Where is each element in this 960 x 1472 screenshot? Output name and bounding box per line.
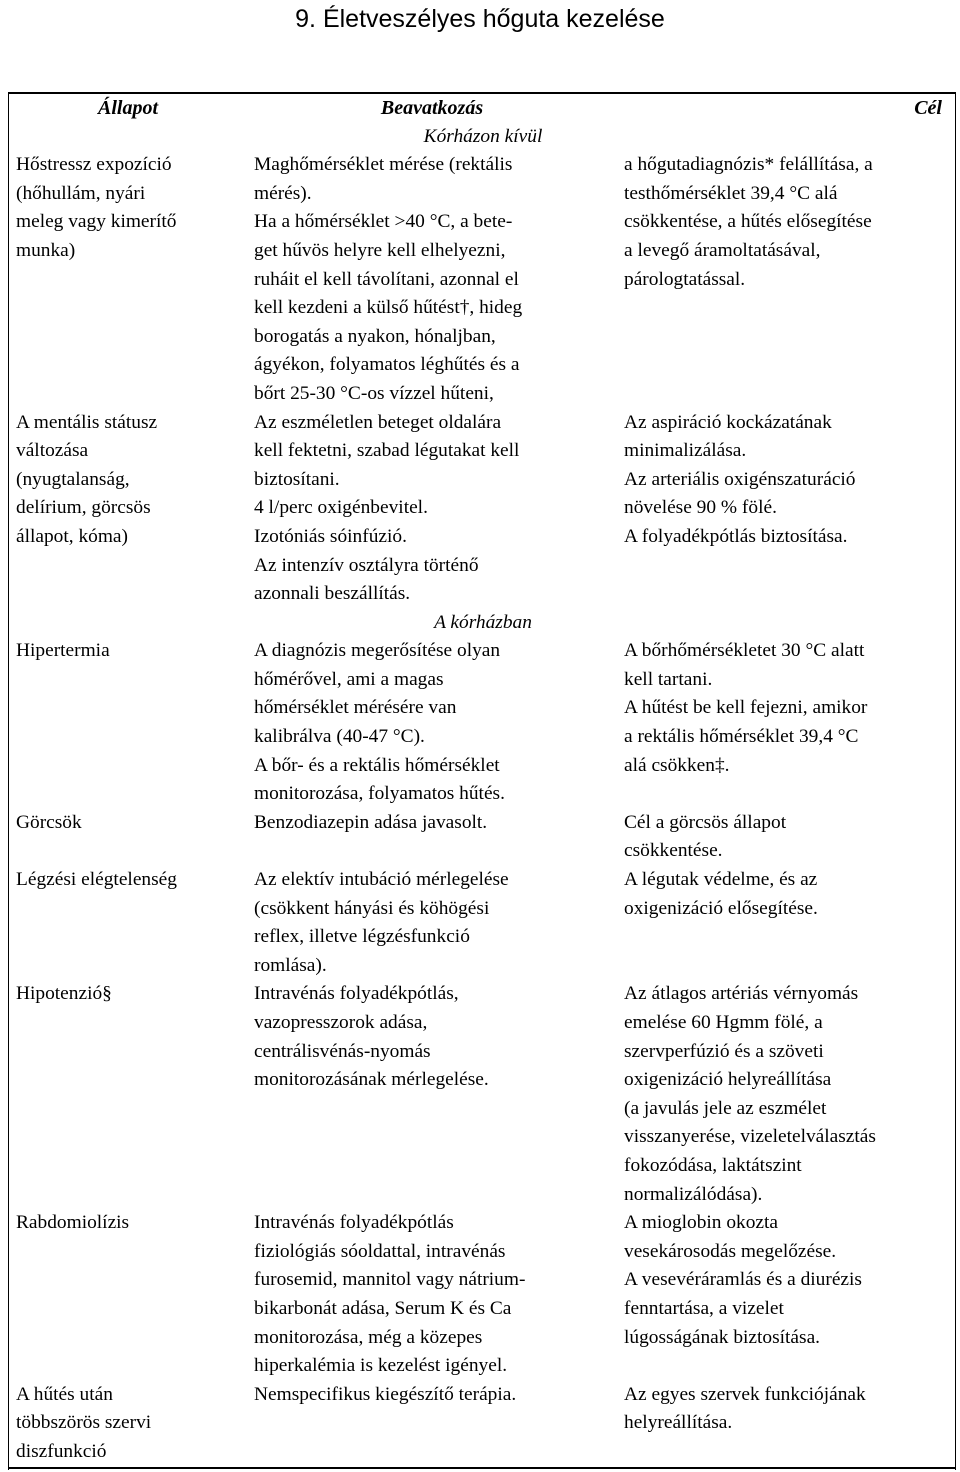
goal-cell [616,637,956,809]
intervention-cell-line: kalibrálva (40-47 °C). [254,726,425,748]
goal-cell-line: fokozódása, laktátszint [624,1154,802,1176]
goal-cell-line: lúgosságának biztosítása. [624,1326,821,1348]
heatstroke-treatment-table [8,92,956,1469]
state-cell-line: (nyugtalanság, [16,468,130,490]
state-cell-line: állapot, kóma) [16,525,128,547]
intervention-cell-line: kell kezdeni a külső hűtést†, hideg [254,297,523,319]
table-row [8,409,956,609]
state-cell [8,1209,246,1381]
intervention-cell-line: Nemspecifikus kiegészítő terápia. [254,1383,517,1405]
goal-cell-line: vesekárosodás megelőzése. [624,1240,837,1262]
goal-cell-line: szervperfúzió és a szöveti [624,1040,824,1062]
intervention-cell [246,409,616,609]
table-row [8,809,956,866]
section-row [8,609,956,638]
goal-cell-line: csökkentése. [624,840,723,862]
column-header-state: Állapot [8,93,246,123]
intervention-cell-line: romlása). [254,954,327,976]
intervention-cell-line: centrálisvénás-nyomás [254,1040,431,1062]
goal-cell-line: csökkentése, a hűtés elősegítése [624,211,872,233]
goal-cell-line: a levegő áramoltatásával, [624,239,821,261]
goal-cell-line: emelése 60 Hgmm fölé, a [624,1012,823,1033]
intervention-cell-line: hiperkalémia is kezelést igényel. [254,1355,508,1377]
goal-cell-line: Cél a görcsös állapot [624,811,787,833]
table-body [8,123,956,1468]
goal-cell-line: Az aspiráció kockázatának [624,411,832,433]
goal-cell-line: oxigenizáció elősegítése. [624,897,818,919]
goal-cell-line: Az átlagos artériás vérnyomás [624,983,859,1005]
intervention-cell [246,1209,616,1381]
table-row [8,980,956,1209]
intervention-cell [246,809,616,866]
goal-cell [616,151,956,408]
table-row [8,637,956,809]
goal-cell-line: A bőrhőmérsékletet 30 °C alatt [624,640,865,662]
intervention-cell [246,980,616,1209]
intervention-cell-line: mérés). [254,182,312,204]
intervention-cell-line: Az intenzív osztályra történő [254,554,479,576]
intervention-cell-line: 4 l/perc oxigénbevitel. [254,497,428,519]
goal-cell-line: A hűtést be kell fejezni, amikor [624,697,868,719]
intervention-cell-line: fiziológiás sóoldattal, intravénás [254,1240,506,1262]
goal-cell [616,866,956,980]
intervention-cell-line: Intravénás folyadékpótlás, [254,983,459,1005]
section-title: Kórházon kívül [423,125,543,147]
state-cell-line: Hőstressz expozíció [16,154,172,176]
state-cell-line: Légzési elégtelenség [16,869,177,891]
intervention-cell-line: ruháit el kell távolítani, azonnal el [254,268,519,290]
goal-cell-line: testhőmérséklet 39,4 °C alá [624,182,838,204]
goal-cell-line: a hőgutadiagnózis* felállítása, a [624,154,873,176]
intervention-cell-line: Az elektív intubáció mérlegelése [254,869,509,891]
intervention-cell-line: monitorozása, folyamatos hűtés. [254,783,505,805]
table-row [8,151,956,408]
intervention-cell-line: furosemid, mannitol vagy nátrium- [254,1269,526,1291]
intervention-cell [246,866,616,980]
state-cell-line: Hipotenzió§ [16,983,112,1005]
goal-cell-line: visszanyerése, vizeletelválasztás [624,1126,876,1148]
intervention-cell [246,637,616,809]
state-cell-line: A mentális státusz [16,411,158,433]
intervention-cell-line: Benzodiazepin adása javasolt. [254,811,488,833]
intervention-cell-line: monitorozásának mérlegelése. [254,1069,489,1091]
state-cell-line: Rabdomiolízis [16,1212,130,1234]
intervention-cell-line: bőrt 25-30 °C-os vízzel hűteni, [254,382,494,404]
goal-cell-line: A légutak védelme, és az [624,869,818,891]
state-cell-line: változása [16,440,89,462]
intervention-cell-line: monitorozása, még a közepes [254,1326,483,1348]
state-cell [8,866,246,980]
column-header-goal: Cél [616,93,956,123]
intervention-cell-line: Maghőmérséklet mérése (rektális [254,154,513,176]
goal-cell [616,409,956,609]
intervention-cell-line: kell fektetni, szabad légutakat kell [254,440,520,462]
state-cell-line: A hűtés után [16,1383,113,1405]
goal-cell [616,809,956,866]
intervention-cell-line: Intravénás folyadékpótlás [254,1212,454,1234]
goal-cell [616,1209,956,1381]
goal-cell-line: normalizálódása). [624,1183,763,1205]
column-header-intervention: Beavatkozás [246,93,616,123]
intervention-cell-line: get hűvös helyre kell elhelyezni, [254,239,506,261]
section-title: A kórházban [434,611,532,633]
goal-cell-line: Az egyes szervek funkciójának [624,1383,866,1405]
state-cell-line: (hőhullám, nyári [16,182,146,204]
goal-cell-line: kell tartani. [624,668,713,690]
intervention-cell-line: reflex, illetve légzésfunkció [254,926,470,948]
goal-cell-line: helyreállítása. [624,1412,733,1434]
intervention-cell-line: biztosítani. [254,468,340,490]
intervention-cell-line: (csökkent hányási és köhögési [254,897,490,919]
goal-cell [616,1381,956,1468]
goal-cell-line: minimalizálása. [624,440,747,462]
state-cell [8,637,246,809]
section-row [8,123,956,152]
table-row [8,866,956,980]
intervention-cell-line: A bőr- és a rektális hőmérséklet [254,754,500,776]
state-cell [8,151,246,408]
table-row [8,1209,956,1381]
state-cell-line: többszörös szervi [16,1412,152,1434]
goal-cell-line: (a javulás jele az eszmélet [624,1097,827,1119]
state-cell-line: diszfunkció [16,1440,107,1462]
intervention-cell-line: Ha a hőmérséklet >40 °C, a bete- [254,211,513,233]
goal-cell-line: a rektális hőmérséklet 39,4 °C [624,726,859,748]
goal-cell-line: oxigenizáció helyreállítása [624,1069,832,1091]
goal-cell-line: A folyadékpótlás biztosítása. [624,525,848,547]
intervention-cell-line: bikarbonát adása, Serum K és Ca [254,1297,512,1319]
goal-cell-line: A vesevéráramlás és a diurézis [624,1269,862,1291]
goal-cell-line: párologtatással. [624,268,746,290]
goal-cell-line: Az arteriális oxigénszaturáció [624,468,856,490]
state-cell-line: meleg vagy kimerítő [16,211,177,233]
intervention-cell-line: hőmérséklet mérésére van [254,697,457,719]
intervention-cell-line: vazopresszorok adása, [254,1012,428,1033]
intervention-cell-line: Izotóniás sóinfúzió. [254,525,407,547]
goal-cell-line: fenntartása, a vizelet [624,1297,784,1319]
intervention-cell-line: borogatás a nyakon, hónaljban, [254,325,496,347]
goal-cell [616,980,956,1209]
page-title: 9. Életveszélyes hőguta kezelése [295,5,665,33]
goal-cell-line: növelése 90 % fölé. [624,497,777,519]
intervention-cell [246,151,616,408]
table-row [8,1381,956,1468]
state-cell [8,409,246,609]
goal-cell-line: alá csökken‡. [624,754,730,776]
state-cell [8,809,246,866]
intervention-cell-line: ágyékon, folyamatos léghűtés és a [254,354,520,376]
intervention-cell [246,1381,616,1468]
table-header-row [8,93,956,123]
state-cell-line: Hipertermia [16,640,110,662]
intervention-cell-line: A diagnózis megerősítése olyan [254,640,501,662]
state-cell-line: Görcsök [16,811,82,833]
state-cell-line: delírium, görcsös [16,497,151,519]
intervention-cell-line: hőmérővel, ami a magas [254,668,444,690]
state-cell [8,1381,246,1468]
intervention-cell-line: azonnali beszállítás. [254,583,411,605]
intervention-cell-line: Az eszméletlen beteget oldalára [254,411,502,433]
state-cell-line: munka) [16,239,76,261]
state-cell [8,980,246,1209]
goal-cell-line: A mioglobin okozta [624,1212,779,1234]
